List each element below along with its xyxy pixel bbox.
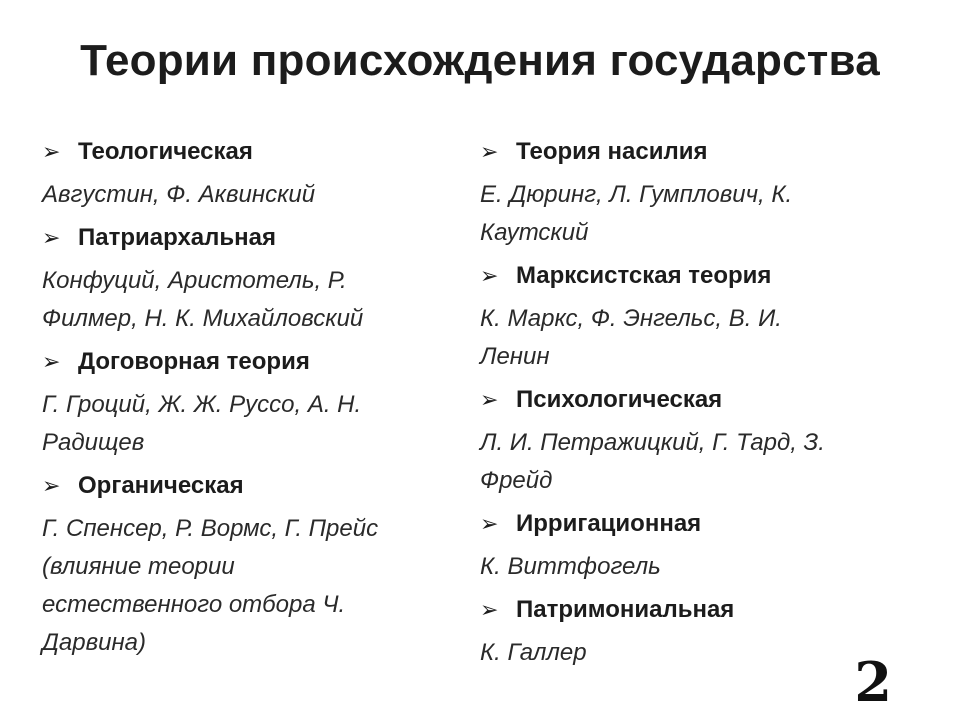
theory-item <box>42 218 462 338</box>
theory-heading <box>480 590 900 630</box>
theory-name: Патримониальная <box>516 596 735 623</box>
arrow-bullet-icon: ➢ <box>42 139 61 164</box>
theory-heading <box>42 218 462 258</box>
theory-item <box>480 504 900 586</box>
theory-item <box>42 466 462 662</box>
theory-item <box>480 256 900 376</box>
theory-name: Теория насилия <box>516 138 708 165</box>
left-column <box>42 132 462 666</box>
theory-heading <box>480 256 900 296</box>
theory-name: Теологическая <box>78 138 253 165</box>
theory-heading <box>42 342 462 382</box>
theory-item <box>42 132 462 214</box>
theory-heading <box>480 504 900 544</box>
arrow-bullet-icon: ➢ <box>480 139 499 164</box>
theory-authors: Г. Спенсер, Р. Вормс, Г. Прейс (влияние теории естественного отбора Ч. Дарвина) <box>42 515 379 656</box>
theory-authors: Е. Дюринг, Л. Гумплович, К. Каутский <box>480 181 793 246</box>
theory-authors: К. Галлер <box>480 639 587 666</box>
theory-authors: Г. Гроций, Ж. Ж. Руссо, А. Н. Радищев <box>42 391 362 456</box>
arrow-bullet-icon: ➢ <box>480 387 499 412</box>
theory-heading <box>480 380 900 420</box>
theory-name: Договорная теория <box>78 348 310 375</box>
theory-heading <box>42 466 462 506</box>
theory-name: Органическая <box>78 472 244 499</box>
theory-name: Марксистская теория <box>516 262 772 289</box>
slide-title: Теории происхождения государства <box>80 36 880 85</box>
theory-item <box>480 380 900 500</box>
theory-item <box>480 132 900 252</box>
arrow-bullet-icon: ➢ <box>42 349 61 374</box>
arrow-bullet-icon: ➢ <box>480 597 499 622</box>
theory-heading <box>480 132 900 172</box>
theory-authors: Л. И. Петражицкий, Г. Тард, З. Фрейд <box>480 429 825 494</box>
arrow-bullet-icon: ➢ <box>42 473 61 498</box>
theory-heading <box>42 132 462 172</box>
page-number: 2 <box>854 650 892 714</box>
theory-name: Патриархальная <box>78 224 276 251</box>
theory-authors: К. Виттфогель <box>480 553 661 580</box>
arrow-bullet-icon: ➢ <box>480 511 499 536</box>
arrow-bullet-icon: ➢ <box>42 225 61 250</box>
theory-name: Ирригационная <box>516 510 702 537</box>
arrow-bullet-icon: ➢ <box>480 263 499 288</box>
theory-authors: Конфуций, Аристотель, Р. Филмер, Н. К. Михайловский <box>42 267 364 332</box>
theory-item <box>42 342 462 462</box>
theory-item <box>480 590 900 672</box>
right-column <box>480 132 900 676</box>
theory-authors: К. Маркс, Ф. Энгельс, В. И. Ленин <box>480 305 782 370</box>
theory-name: Психологическая <box>516 386 723 413</box>
theory-authors: Августин, Ф. Аквинский <box>42 181 316 208</box>
